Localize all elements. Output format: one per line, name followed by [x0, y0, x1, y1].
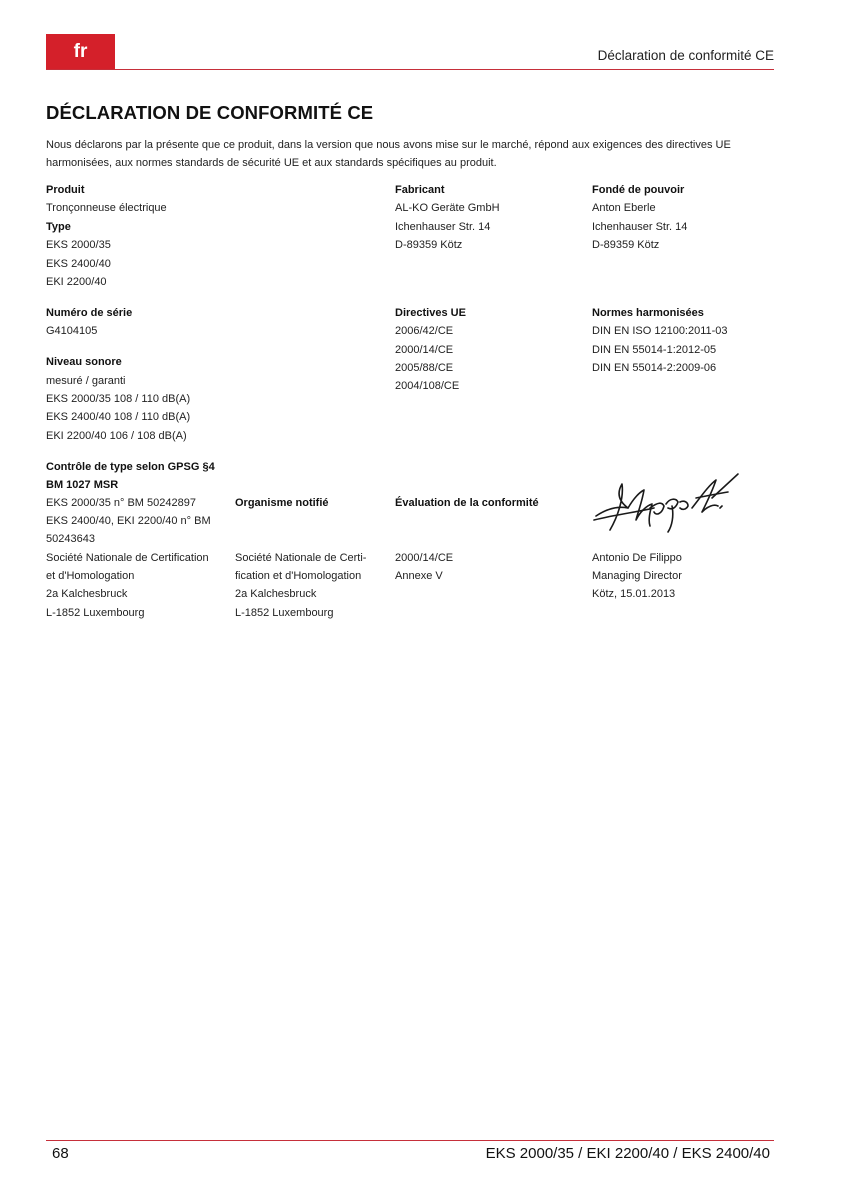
directive-item: 2000/14/CE	[395, 344, 454, 356]
footer-models: EKS 2000/35 / EKI 2200/40 / EKS 2400/40	[485, 1145, 770, 1162]
signatory-place-date: Kötz, 15.01.2013	[592, 588, 676, 600]
fabricant-line: AL-KO Geräte GmbH	[395, 202, 500, 214]
controle-line: Société Nationale de Certification	[46, 552, 209, 564]
niveau-heading: Niveau sonore	[46, 356, 122, 368]
controle-line: EKS 2400/40, EKI 2200/40 n° BM	[46, 515, 211, 527]
fonde-line: D-89359 Kötz	[592, 239, 660, 251]
directive-item: 2005/88/CE	[395, 362, 454, 374]
footer-rule	[46, 1140, 774, 1141]
niveau-line: EKS 2000/35 108 / 110 dB(A)	[46, 393, 191, 405]
norme-item: DIN EN ISO 12100:2011-03	[592, 325, 728, 337]
fonde-line: Anton Eberle	[592, 202, 656, 214]
evaluation-line: 2000/14/CE	[395, 552, 454, 564]
directive-item: 2006/42/CE	[395, 325, 454, 337]
language-tab: fr	[46, 34, 115, 70]
fonde-heading: Fondé de pouvoir	[592, 184, 685, 196]
page-title: DÉCLARATION DE CONFORMITÉ CE	[46, 102, 374, 123]
directive-item: 2004/108/CE	[395, 380, 460, 392]
fabricant-line: D-89359 Kötz	[395, 239, 463, 251]
norme-item: DIN EN 55014-1:2012-05	[592, 344, 717, 356]
signatory-name: Antonio De Filippo	[592, 552, 682, 564]
fabricant-heading: Fabricant	[395, 184, 445, 196]
niveau-line: EKI 2200/40 106 / 108 dB(A)	[46, 430, 187, 442]
fonde-line: Ichenhauser Str. 14	[592, 221, 688, 233]
controle-line: et d'Homologation	[46, 570, 135, 582]
type-item: EKS 2400/40	[46, 258, 111, 270]
fabricant-line: Ichenhauser Str. 14	[395, 221, 491, 233]
evaluation-heading: Évaluation de la conformité	[395, 497, 539, 509]
type-item: EKS 2000/35	[46, 239, 111, 251]
evaluation-line: Annexe V	[395, 570, 443, 582]
intro-paragraph: Nous déclarons par la présente que ce produit, dans la version que nous avons mise sur le marché, répond aux exigences des directives UE harmonisées, aux normes standards de sécurité UE et aux standards spécifiques au produit.	[46, 139, 731, 169]
organisme-line: fication et d'Homologation	[235, 570, 362, 582]
organisme-line: 2a Kalchesbruck	[235, 588, 317, 600]
controle-heading: Contrôle de type selon GPSG §4	[46, 461, 215, 473]
controle-line: EKS 2000/35 n° BM 50242897	[46, 497, 196, 509]
handwritten-signature	[588, 468, 748, 540]
controle-line: 50243643	[46, 533, 95, 545]
norme-item: DIN EN 55014-2:2009-06	[592, 362, 717, 374]
serie-heading: Numéro de série	[46, 307, 133, 319]
organisme-line: L-1852 Luxembourg	[235, 607, 334, 619]
page-number: 68	[52, 1145, 69, 1162]
organisme-line: Société Nationale de Certi-	[235, 552, 367, 564]
controle-heading: BM 1027 MSR	[46, 479, 119, 491]
niveau-line: mesuré / garanti	[46, 375, 126, 387]
controle-line: 2a Kalchesbruck	[46, 588, 128, 600]
signatory-role: Managing Director	[592, 570, 682, 582]
header-rule	[46, 69, 774, 70]
organisme-heading: Organisme notifié	[235, 497, 329, 509]
type-item: EKI 2200/40	[46, 276, 107, 288]
niveau-line: EKS 2400/40 108 / 110 dB(A)	[46, 411, 191, 423]
controle-line: L-1852 Luxembourg	[46, 607, 145, 619]
directives-heading: Directives UE	[395, 307, 466, 319]
produit-heading: Produit	[46, 184, 85, 196]
header-title: Déclaration de conformité CE	[597, 48, 774, 63]
type-heading: Type	[46, 221, 71, 233]
produit-name: Tronçonneuse électrique	[46, 202, 167, 214]
serie-value: G4104105	[46, 325, 98, 337]
normes-heading: Normes harmonisées	[592, 307, 704, 319]
